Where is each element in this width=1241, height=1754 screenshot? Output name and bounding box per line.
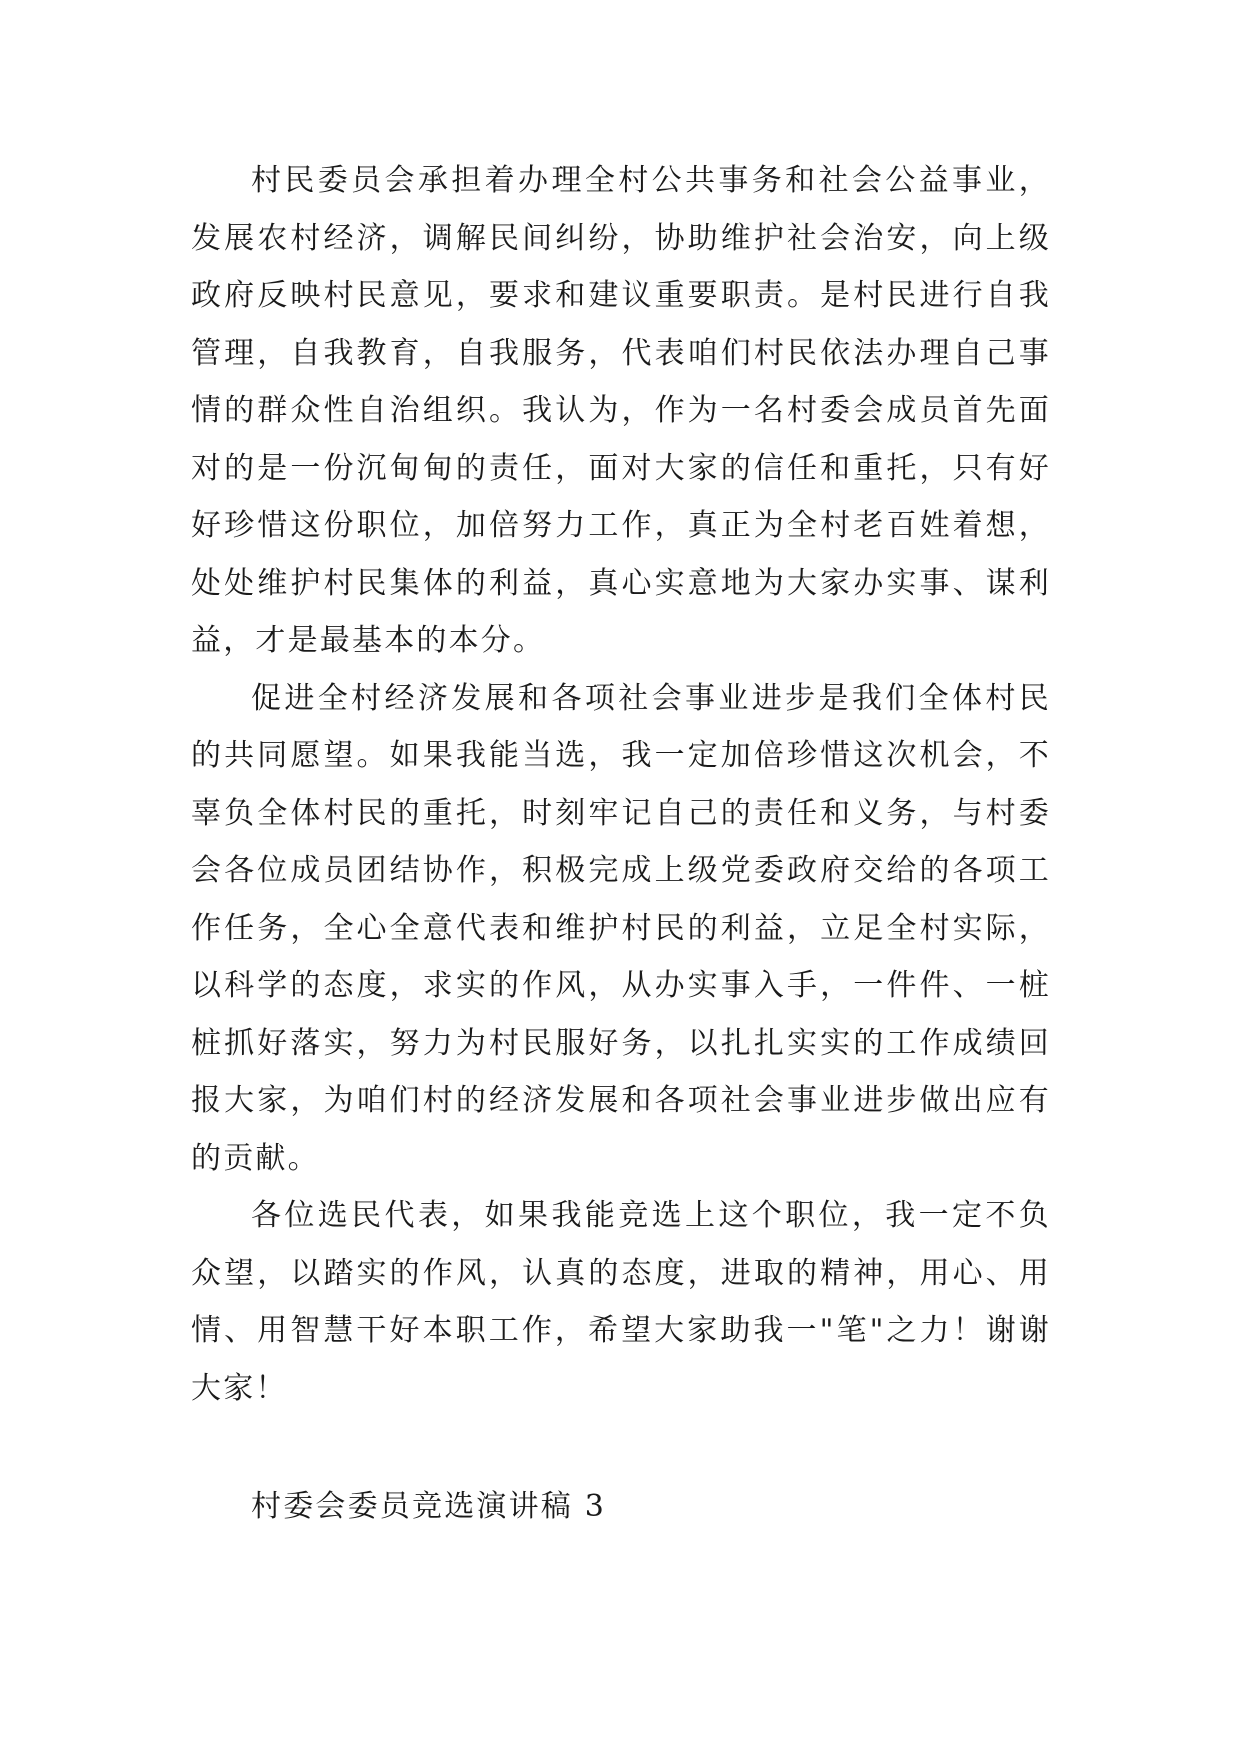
document-body (191, 152, 1051, 1417)
paragraph-duties: 村民委员会承担着办理全村公共事务和社会公益事业，发展农村经济，调解民间纠纷，协助维护社会治安，向上级政府反映村民意见，要求和建议重要职责。是村民进行自我管理，自我教育，自我服务，代表咱们村民依法办理自己事情的群众性自治组织。我认为，作为一名村委会成员首先面对的是一份沉甸甸的责任，面对大家的信任和重托，只有好好珍惜这份职位，加倍努力工作，真正为全村老百姓着想，处处维护村民集体的利益，真心实意地为大家办实事、谋利益，才是最基本的本分。 (191, 163, 1051, 658)
section-heading: 村委会委员竞选演讲稿 3 (251, 1489, 607, 1524)
paragraph-closing: 各位选民代表，如果我能竞选上这个职位，我一定不负众望，以踏实的作风，认真的态度，进取的精神，用心、用情、用智慧干好本职工作，希望大家助我一"笔"之力！谢谢大家！ (191, 1198, 1051, 1406)
paragraph-pledge: 促进全村经济发展和各项社会事业进步是我们全体村民的共同愿望。如果我能当选，我一定加倍珍惜这次机会，不辜负全体村民的重托，时刻牢记自己的责任和义务，与村委会各位成员团结协作，积极完成上级党委政府交给的各项工作任务，全心全意代表和维护村民的利益，立足全村实际，以科学的态度，求实的作风，从办实事入手，一件件、一桩桩抓好落实，努力为村民服好务，以扎扎实实的工作成绩回报大家，为咱们村的经济发展和各项社会事业进步做出应有的贡献。 (191, 680, 1051, 1176)
